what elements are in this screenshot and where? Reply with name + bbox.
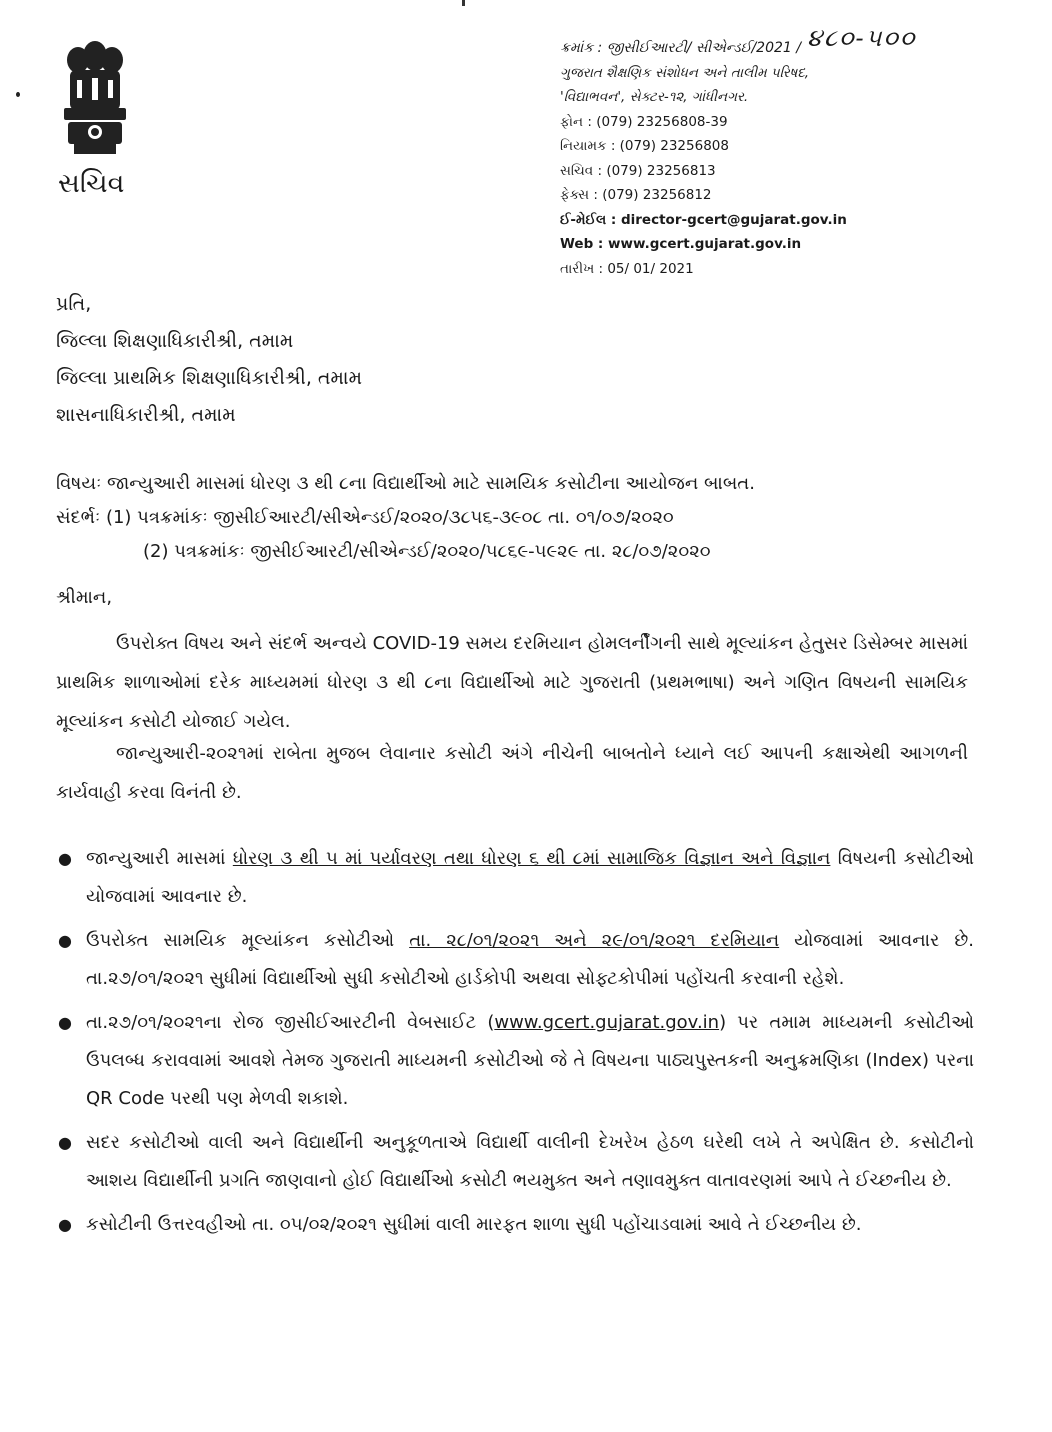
list-item-text: વિષયની કસોટીઓ યોજવામાં આવનાર છે.	[86, 848, 974, 907]
body-paragraph-1-text: ઉપરોક્ત વિષય અને સંદર્ભ અન્વયે COVID-19 સમય દરમિયાન હોમલર્નીંગની સાથે મૂલ્યાંકન હેતુસર ડિસેમ્બર માસમાં પ્રાથમિક શાળાઓમાં દરેક માધ્યમમાં ધોરણ ૩ થી ૮ના વિદ્યાર્થીઓ માટે ગુજરાતી (પ્રથમભાષા) અને ગણિત વિષયની સામયિક મૂલ્યાંકન કસોટી યોજાઈ ગયેલ.	[56, 633, 968, 732]
office-address: 'વિદ્યાભવન', સેક્ટર-૧૨, ગાંધીનગર.	[560, 89, 749, 105]
reference-number: ક્રમાંક : જીસીઈઆરટી/ સીએન્ડઈ/2021 /	[560, 40, 801, 56]
list-item-text: જાન્યુઆરી માસમાં	[86, 848, 233, 869]
list-item: ● ઉપરોક્ત સામયિક મૂલ્યાંકન કસોટીઓ તા. ૨૮/૦૧/૨૦૨૧ અને ૨૯/૦૧/૨૦૨૧ દરમિયાન યોજવામાં આવનાર છે. તા.૨૭/૦૧/૨૦૨૧ સુધીમાં વિદ્યાર્થીઓ સુધી કસોટીઓ હાર્ડકોપી અથવા સોફ્ટકોપીમાં પહોંચતી કરવાની રહેશે.	[58, 930, 974, 989]
scan-mark	[462, 0, 465, 6]
reference-number-line	[560, 24, 1030, 61]
national-emblem-icon	[52, 40, 138, 160]
underlined-text: તા. ૨૮/૦૧/૨૦૨૧ અને ૨૯/૦૧/૨૦૨૧ દરમિયાન	[409, 930, 780, 951]
list-item: ● જાન્યુઆરી માસમાં ધોરણ ૩ થી ૫ માં પર્યાવરણ તથા ધોરણ ૬ થી ૮માં સામાજિક વિજ્ઞાન અને વિજ્ઞાન વિષયની કસોટીઓ યોજવામાં આવનાર છે.	[58, 848, 974, 907]
list-item-text: કસોટીની ઉત્તરવહીઓ તા. ૦૫/૦૨/૨૦૨૧ સુધીમાં વાલી મારફત શાળા સુધી પહોંચાડવામાં આવે તે ઈચ્છનીય છે.	[86, 1214, 862, 1235]
list-item-text: ઉપરોક્ત સામયિક મૂલ્યાંકન કસોટીઓ	[86, 930, 410, 951]
list-item-text: સદર કસોટીઓ વાલી અને વિદ્યાર્થીની અનુકૂળતાએ વિદ્યાર્થી વાલીની દેખરેખ હેઠળ ઘરેથી લખે તે અપેક્ષિત છે. કસોટીનો આશય વિદ્યાર્થીની પ્રગતિ જાણવાનો હોઈ વિદ્યાર્થીઓ કસોટી ભયમુક્ત અને તણાવમુક્ત વાતાવરણમાં આપે તે ઈચ્છનીય છે.	[86, 1132, 974, 1191]
recipients-block	[56, 286, 362, 434]
website-link[interactable]: www.gcert.gujarat.gov.in	[494, 1012, 720, 1033]
recipient-line: જિલ્લા શિક્ષણાધિકારીશ્રી, તમામ	[56, 330, 294, 352]
underlined-text: ધોરણ ૩ થી ૫ માં પર્યાવરણ તથા ધોરણ ૬ થી ૮માં સામાજિક વિજ્ઞાન અને વિજ્ઞાન	[232, 848, 831, 869]
handwritten-reference: ૪૮૦-૫૦૦	[806, 24, 917, 52]
list-item: ● કસોટીની ઉત્તરવહીઓ તા. ૦૫/૦૨/૨૦૨૧ સુધીમાં વાલી મારફત શાળા સુધી પહોંચાડવામાં આવે તે ઈચ્છનીય છે.	[58, 1214, 862, 1235]
scan-dot	[16, 92, 20, 97]
salutation: શ્રીમાન,	[56, 587, 113, 608]
web-line: Web : www.gcert.gujarat.gov.in	[560, 236, 802, 252]
director-phone-line: નિયામક : (079) 23256808	[560, 138, 729, 154]
subject-block	[56, 467, 755, 569]
phone-line: ફોન : (079) 23256808-39	[560, 113, 728, 130]
office-letterhead	[560, 24, 1030, 281]
email-line: ઈ-મેઈલ : director-gcert@gujarat.gov.in	[560, 211, 847, 228]
recipient-line: જિલ્લા પ્રાથમિક શિક્ષણાધિકારીશ્રી, તમામ	[56, 367, 362, 389]
list-item: ● તા.૨૭/૦૧/૨૦૨૧ના રોજ જીસીઈઆરટીની વેબસાઈટ (www.gcert.gujarat.gov.in) પર તમામ માધ્યમની કસોટીઓ ઉપલબ્ધ કરાવવામાં આવશે તેમજ ગુજરાતી માધ્યમની કસોટીઓ જે તે વિષયના પાઠ્યપુસ્તકની અનુક્રમણિકા (Index) પરના QR Code પરથી પણ મેળવી શકાશે.	[58, 1012, 974, 1109]
recipient-line: શાસનાધિકારીશ્રી, તમામ	[56, 404, 236, 426]
list-item-text: યોજવામાં આવનાર છે. તા.૨૭/૦૧/૨૦૨૧ સુધીમાં વિદ્યાર્થીઓ સુધી કસોટીઓ હાર્ડકોપી અથવા સોફ્ટકોપીમાં પહોંચતી કરવાની રહેશે.	[86, 930, 974, 989]
body-paragraph-2	[56, 734, 968, 812]
date-line: તારીખ : 05/ 01/ 2021	[560, 260, 694, 277]
list-item-text: ) પર તમામ માધ્યમની કસોટીઓ ઉપલબ્ધ કરાવવામાં આવશે તેમજ ગુજરાતી માધ્યમની કસોટીઓ જે તે વિષયના પાઠ્યપુસ્તકની અનુક્રમણિકા (Index) પરના QR Code પરથી પણ મેળવી શકાશે.	[86, 1012, 974, 1109]
reference-label: સંદર્ભઃ	[56, 507, 101, 528]
subject-line: વિષયઃ જાન્યુઆરી માસમાં ધોરણ ૩ થી ૮ના વિદ્યાર્થીઓ માટે સામયિક કસોટીના આયોજન બાબત.	[56, 473, 755, 494]
instruction-list	[56, 840, 974, 1250]
to-label: પ્રતિ,	[56, 293, 92, 315]
reference-1	[56, 501, 755, 535]
reference-1-text: (1) પત્રક્રમાંકઃ જીસીઈઆરટી/સીએન્ડઈ/૨૦૨૦/૩૮૫૬-૩૯૦૮ તા. ૦૧/૦૭/૨૦૨૦	[105, 507, 674, 528]
secretary-phone-line: સચિવ : (079) 23256813	[560, 162, 716, 179]
designation-title: સચિવ	[58, 168, 125, 199]
reference-2: (2) પત્રક્રમાંકઃ જીસીઈઆરટી/સીએન્ડઈ/૨૦૨૦/૫૮૬૯-૫૯૨૯ તા. ૨૮/૦૭/૨૦૨૦	[143, 541, 711, 562]
fax-line: ફેક્સ : (079) 23256812	[560, 187, 712, 203]
body-paragraph-2-text: જાન્યુઆરી-૨૦૨૧માં રાબેતા મુજબ લેવાનાર કસોટી અંગે નીચેની બાબતોને ધ્યાને લઈ આપની કક્ષાએથી આગળની કાર્યવાહી કરવા વિનંતી છે.	[56, 743, 968, 803]
body-paragraph-1	[56, 624, 968, 741]
list-item-text: તા.૨૭/૦૧/૨૦૨૧ના રોજ જીસીઈઆરટીની વેબસાઈટ (	[86, 1012, 495, 1033]
list-item: ● સદર કસોટીઓ વાલી અને વિદ્યાર્થીની અનુકૂળતાએ વિદ્યાર્થી વાલીની દેખરેખ હેઠળ ઘરેથી લખે તે અપેક્ષિત છે. કસોટીનો આશય વિદ્યાર્થીની પ્રગતિ જાણવાનો હોઈ વિદ્યાર્થીઓ કસોટી ભયમુક્ત અને તણાવમુક્ત વાતાવરણમાં આપે તે ઈચ્છનીય છે.	[58, 1132, 974, 1191]
office-name: ગુજરાત શૈક્ષણિક સંશોધન અને તાલીમ પરિષદ,	[560, 64, 810, 81]
